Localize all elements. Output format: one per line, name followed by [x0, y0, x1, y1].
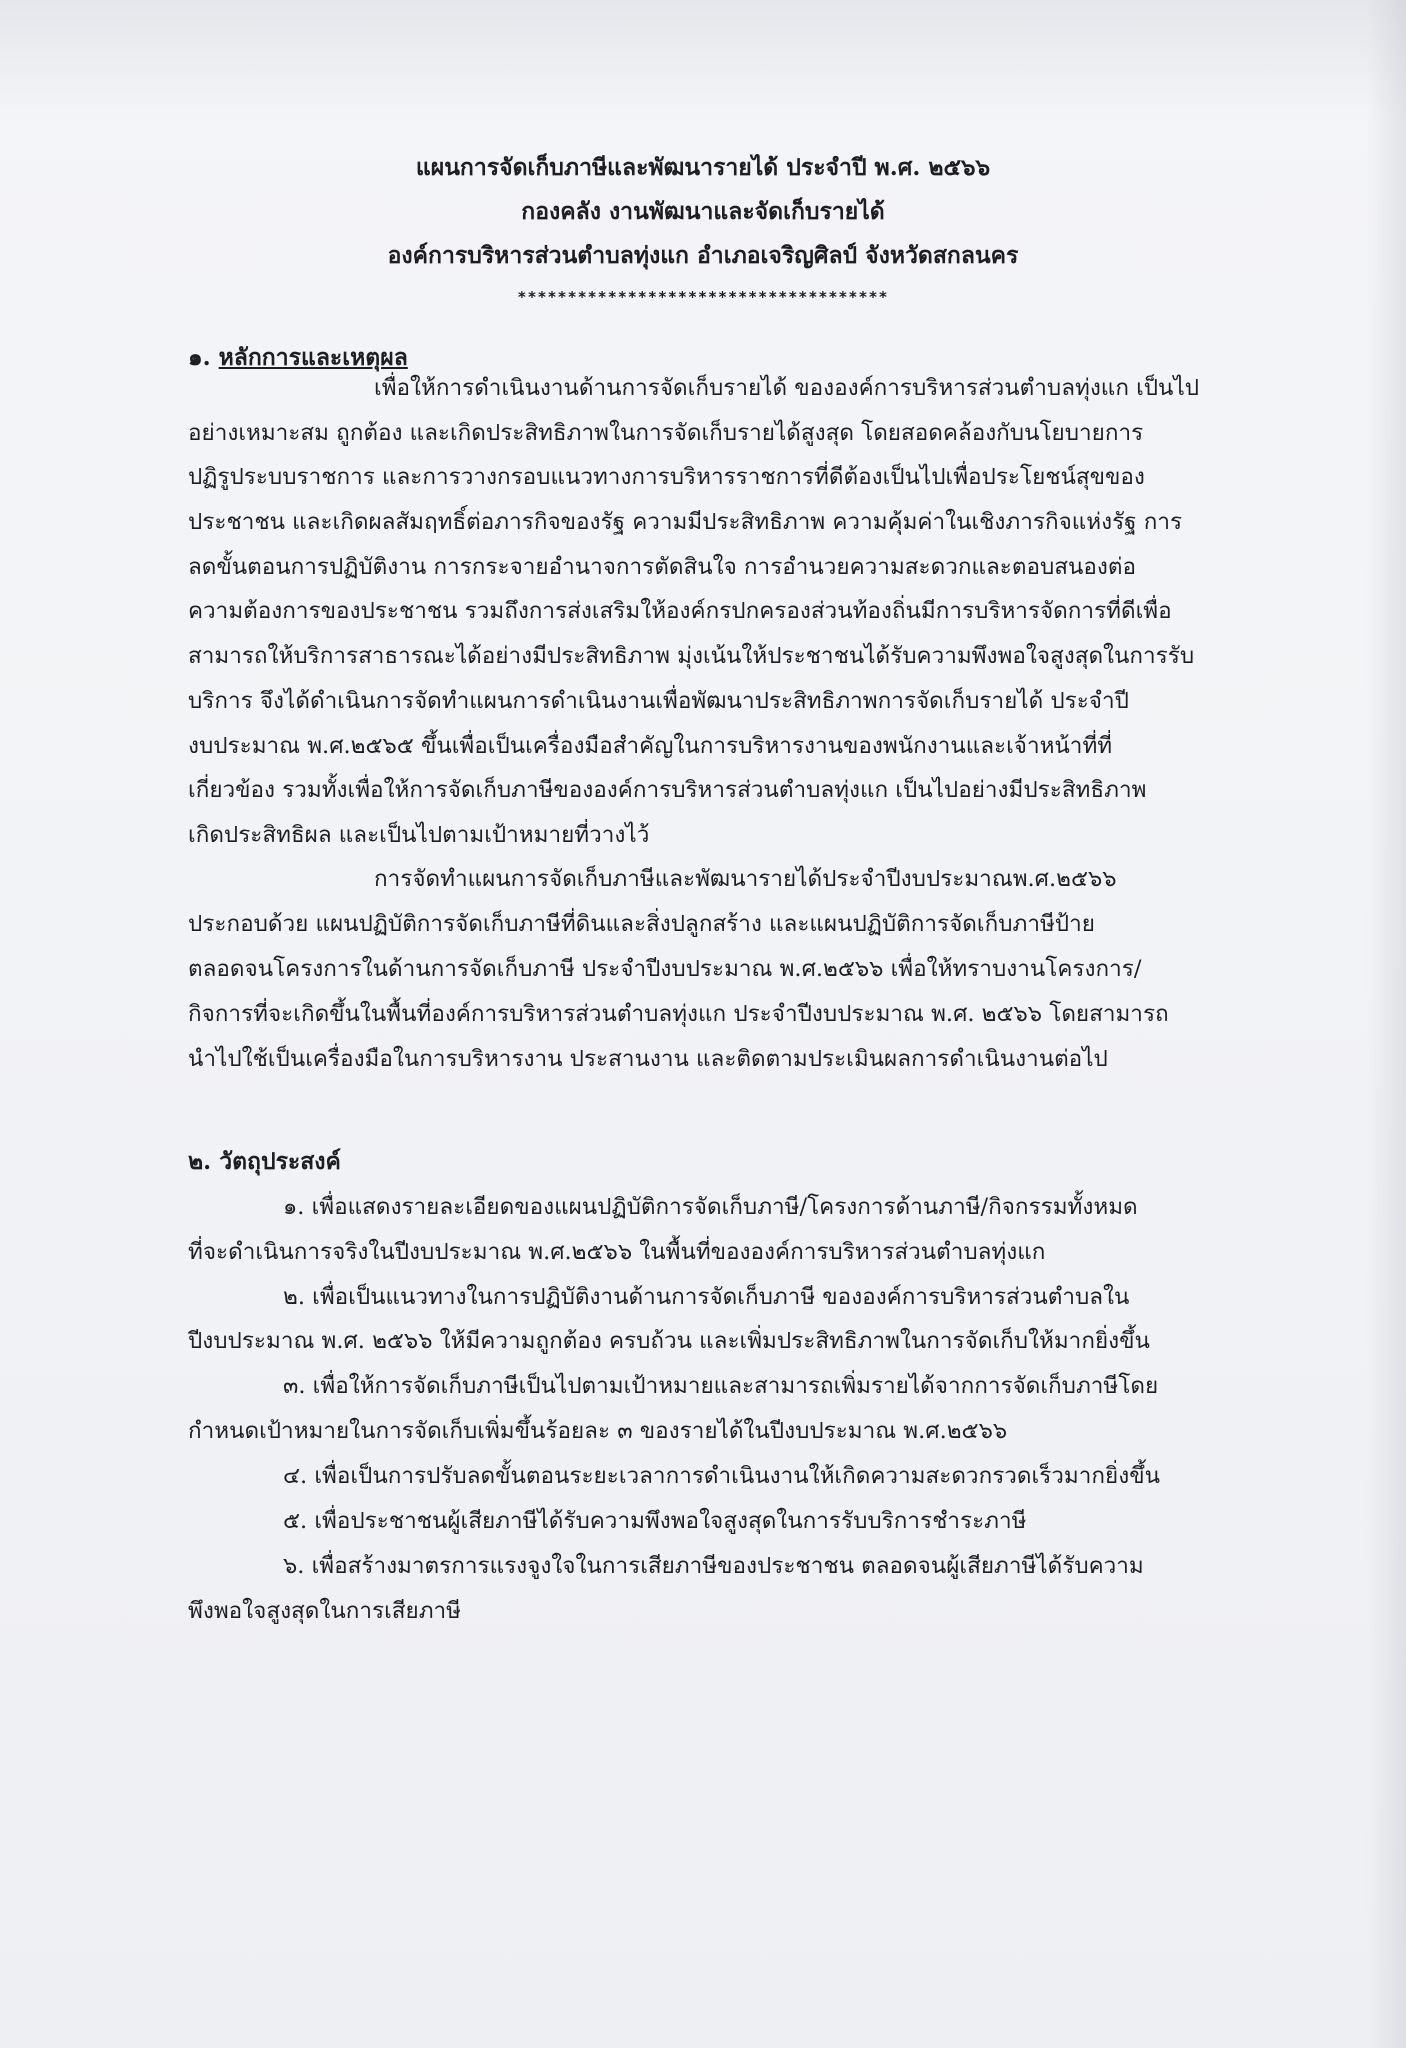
page-shadow-top	[0, 0, 1406, 120]
document-title: แผนการจัดเก็บภาษีและพัฒนารายได้ ประจำปี พ.ศ. ๒๕๖๖	[415, 154, 991, 181]
paragraph-line: ลดขั้นตอนการปฏิบัติงาน การกระจายอำนาจการตัดสินใจ การอำนวยความสะดวกและตอบสนองต่อ	[188, 554, 1136, 580]
objective-item-5: ๕. เพื่อประชาชนผู้เสียภาษีได้รับความพึงพอใจสูงสุดในการรับบริการชำระภาษี	[283, 1508, 1027, 1534]
paragraph-line: ประชาชน และเกิดผลสัมฤทธิ์ต่อภารกิจของรัฐ ความมีประสิทธิภาพ ความคุ้มค่าในเชิงภารกิจแห่งรัฐ การ	[188, 509, 1183, 535]
objective-item-6-continued: พึงพอใจสูงสุดในการเสียภาษี	[188, 1598, 462, 1624]
paragraph-line: งบประมาณ พ.ศ.๒๕๖๕ ขึ้นเพื่อเป็นเครื่องมือสำคัญในการบริหารงานของพนักงานและเจ้าหน้าที่ที่	[188, 733, 1113, 759]
objective-item-2-continued: ปีงบประมาณ พ.ศ. ๒๕๖๖ ให้มีความถูกต้อง ครบถ้วน และเพิ่มประสิทธิภาพในการจัดเก็บให้มากยิ่งขึ้น	[188, 1328, 1150, 1354]
paragraph-line: การจัดทำแผนการจัดเก็บภาษีและพัฒนารายได้ประจำปีงบประมาณพ.ศ.๒๕๖๖	[374, 866, 1117, 892]
section-2-number: ๒.	[188, 1148, 212, 1175]
objective-item-1: ๑. เพื่อแสดงรายละเอียดของแผนปฏิบัติการจัดเก็บภาษี/โครงการด้านภาษี/กิจกรรมทั้งหมด	[283, 1194, 1138, 1220]
objective-item-3-continued: กำหนดเป้าหมายในการจัดเก็บเพิ่มขึ้นร้อยละ ๓ ของรายได้ในปีงบประมาณ พ.ศ.๒๕๖๖	[188, 1418, 1008, 1444]
document-subtitle-organization: องค์การบริหารส่วนตำบลทุ่งแก อำเภอเจริญศิลป์ จังหวัดสกลนคร	[387, 242, 1019, 269]
section-2-heading	[188, 1148, 341, 1177]
paragraph-line: บริการ จึงได้ดำเนินการจัดทำแผนการดำเนินงานเพื่อพัฒนาประสิทธิภาพการจัดเก็บรายได้ ประจำปี	[188, 688, 1129, 714]
paragraph-line: ความต้องการของประชาชน รวมถึงการส่งเสริมให้องค์กรปกครองส่วนท้องถิ่นมีการบริหารจัดการที่ดีเพื่อ	[188, 598, 1172, 624]
title-divider: *************************************	[517, 288, 889, 306]
paragraph-line: ปฏิรูประบบราชการ และการวางกรอบแนวทางการบริหารราชการที่ดีต้องเป็นไปเพื่อประโยชน์สุขของ	[188, 464, 1145, 490]
objective-item-4: ๔. เพื่อเป็นการปรับลดขั้นตอนระยะเวลาการดำเนินงานให้เกิดความสะดวกรวดเร็วมากยิ่งขึ้น	[283, 1463, 1160, 1489]
paragraph-line: ประกอบด้วย แผนปฏิบัติการจัดเก็บภาษีที่ดินและสิ่งปลูกสร้าง และแผนปฏิบัติการจัดเก็บภาษีป้าย	[188, 911, 1095, 937]
section-1-heading	[188, 344, 408, 373]
paragraph-line: กิจการที่จะเกิดขึ้นในพื้นที่องค์การบริหารส่วนตำบลทุ่งแก ประจำปีงบประมาณ พ.ศ. ๒๕๖๖ โดยสามารถ	[188, 1001, 1169, 1027]
document-subtitle-division: กองคลัง งานพัฒนาและจัดเก็บรายได้	[521, 198, 885, 225]
page-shadow-right	[1366, 0, 1406, 2048]
paragraph-line: ตลอดจนโครงการในด้านการจัดเก็บภาษี ประจำปีงบประมาณ พ.ศ.๒๕๖๖ เพื่อให้ทราบงานโครงการ/	[188, 956, 1142, 982]
objective-item-1-continued: ที่จะดำเนินการจริงในปีงบประมาณ พ.ศ.๒๕๖๖ ในพื้นที่ขององค์การบริหารส่วนตำบลทุ่งแก	[188, 1239, 1046, 1265]
paragraph-line: นำไปใช้เป็นเครื่องมือในการบริหารงาน ประสานงาน และติดตามประเมินผลการดำเนินงานต่อไป	[188, 1046, 1108, 1072]
paragraph-line: เพื่อให้การดำเนินงานด้านการจัดเก็บรายได้ ขององค์การบริหารส่วนตำบลทุ่งแก เป็นไป	[374, 375, 1200, 401]
objective-item-3: ๓. เพื่อให้การจัดเก็บภาษีเป็นไปตามเป้าหมายและสามารถเพิ่มรายได้จากการจัดเก็บภาษีโดย	[283, 1373, 1159, 1399]
paragraph-line: เกี่ยวข้อง รวมทั้งเพื่อให้การจัดเก็บภาษีขององค์การบริหารส่วนตำบลทุ่งแก เป็นไปอย่างมีประสิทธิภาพ	[188, 777, 1147, 803]
section-1-number: ๑.	[188, 344, 211, 371]
paragraph-line: สามารถให้บริการสาธารณะได้อย่างมีประสิทธิภาพ มุ่งเน้นให้ประชาชนได้รับความพึงพอใจสูงสุดในการรับ	[188, 643, 1195, 669]
paragraph-line: อย่างเหมาะสม ถูกต้อง และเกิดประสิทธิภาพในการจัดเก็บรายได้สูงสุด โดยสอดคล้องกับนโยบายการ	[188, 420, 1144, 446]
objective-item-6: ๖. เพื่อสร้างมาตรการแรงจูงใจในการเสียภาษีของประชาชน ตลอดจนผู้เสียภาษีได้รับความ	[283, 1553, 1144, 1579]
section-2-title: วัตถุประสงค์	[219, 1148, 341, 1175]
objective-item-2: ๒. เพื่อเป็นแนวทางในการปฏิบัติงานด้านการจัดเก็บภาษี ขององค์การบริหารส่วนตำบลใน	[283, 1284, 1130, 1310]
paragraph-line: เกิดประสิทธิผล และเป็นไปตามเป้าหมายที่วางไว้	[188, 822, 650, 848]
section-1-title: หลักการและเหตุผล	[218, 344, 408, 371]
